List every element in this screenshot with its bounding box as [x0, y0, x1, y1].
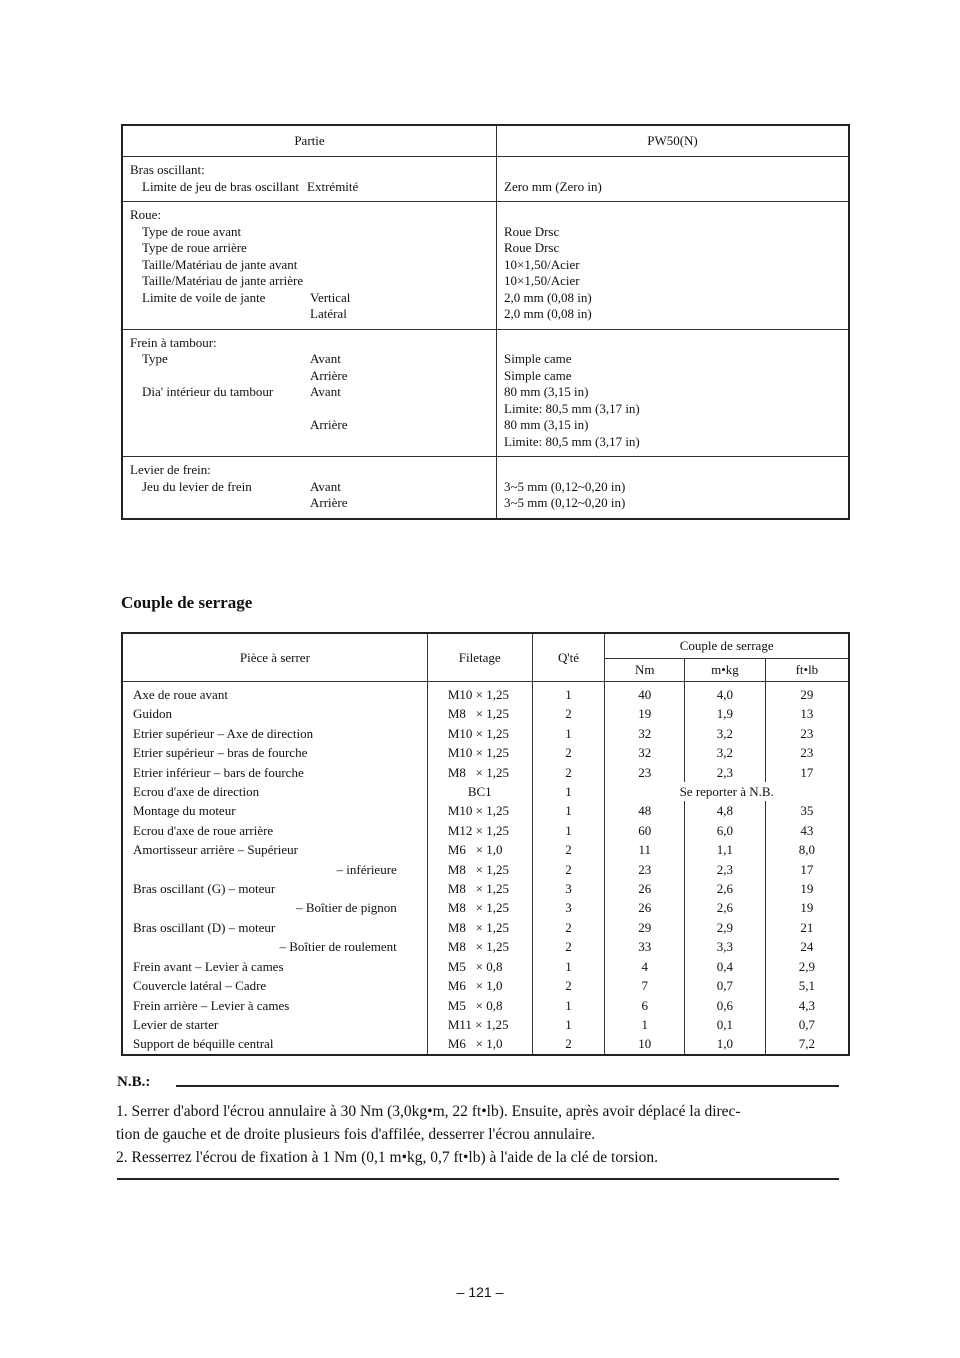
spec-value-line: [504, 335, 840, 352]
table-row: [122, 801, 849, 820]
torque-ftlb: 23: [765, 743, 849, 762]
torque-qte: 2: [532, 704, 605, 723]
spec-part-line: [130, 401, 490, 418]
table-row: [122, 860, 849, 879]
torque-mkg: 0,6: [685, 996, 766, 1015]
torque-piece: Etrier supérieur – bras de fourche: [122, 743, 427, 762]
torque-piece: Ecrou d'axe de direction: [122, 782, 427, 801]
spec-part-line: Roue:: [130, 207, 162, 222]
spec-value-line: Limite: 80,5 mm (3,17 in): [504, 433, 640, 449]
torque-piece: Etrier supérieur – Axe de direction: [122, 724, 427, 743]
spec-part-sublabel: Arrière: [310, 495, 348, 510]
spec-part-label: Type de roue avant: [142, 223, 242, 239]
spec-part-line: [130, 240, 490, 257]
torque-nm: 26: [605, 879, 685, 898]
torque-nm: 40: [605, 682, 685, 705]
spec-part-cell: [122, 457, 497, 519]
torque-piece: Frein avant – Levier à cames: [122, 957, 427, 976]
torque-qte: 2: [532, 763, 605, 782]
torque-qte: 1: [532, 1015, 605, 1034]
note-1-line-1: 1. Serrer d'abord l'écrou annulaire à 30 Nm (3,0kg•m, 22 ft•lb). Ensuite, après avoir déplacé la direc-: [116, 1103, 741, 1120]
torque-filetage: M12 × 1,25: [427, 821, 532, 840]
torque-ftlb: 23: [765, 724, 849, 743]
torque-piece: Guidon: [122, 704, 427, 723]
spec-part-line: [130, 368, 490, 385]
nb-rule: [176, 1085, 839, 1087]
spec-value-line: Roue Drsc: [504, 223, 560, 239]
spec-part-cell: [122, 202, 497, 330]
bottom-rule: [117, 1178, 839, 1180]
spec-part-line: [130, 290, 490, 307]
torque-mkg: 4,0: [685, 682, 766, 705]
torque-nm: 32: [605, 724, 685, 743]
spec-value-cell: [497, 202, 850, 330]
spec-value-cell: [497, 329, 850, 457]
torque-mkg: 6,0: [685, 821, 766, 840]
header-piece: Pièce à serrer: [122, 633, 427, 682]
spec-part-line: [130, 306, 490, 323]
torque-nm: 29: [605, 918, 685, 937]
torque-mkg: 3,3: [685, 937, 766, 956]
spec-part-sublabel: Arrière: [310, 417, 348, 432]
torque-filetage: M5 × 0,8: [427, 996, 532, 1015]
torque-qte: 2: [532, 937, 605, 956]
spec-value-line: 3~5 mm (0,12~0,20 in): [504, 478, 626, 494]
note-2: 2. Resserrez l'écrou de fixation à 1 Nm (0,1 m•kg, 0,7 ft•lb) à l'aide de la clé de torsion.: [116, 1149, 658, 1166]
torque-qte: 1: [532, 724, 605, 743]
spec-value-cell: [497, 457, 850, 519]
torque-nm: 10: [605, 1034, 685, 1054]
nb-label: N.B.:: [117, 1074, 151, 1090]
spec-part-sublabel: Arrière: [310, 367, 348, 383]
torque-nm: 26: [605, 898, 685, 917]
torque-ftlb: 19: [765, 898, 849, 917]
torque-ftlb: 24: [765, 937, 849, 956]
torque-qte: 1: [532, 957, 605, 976]
spec-section: [122, 457, 849, 519]
spec-part-line: Levier de frein:: [130, 462, 211, 477]
spec-part-sublabel: Avant: [310, 384, 341, 399]
spec-part-line: [130, 224, 490, 241]
torque-qte: 2: [532, 976, 605, 995]
torque-piece: Frein arrière – Levier à cames: [122, 996, 427, 1015]
spec-section: [122, 202, 849, 330]
torque-filetage: M8 × 1,25: [427, 879, 532, 898]
torque-ftlb: 0,7: [765, 1015, 849, 1034]
torque-mkg: 3,2: [685, 743, 766, 762]
torque-ftlb: 19: [765, 879, 849, 898]
spec-part-label: Taille/Matériau de jante arrière: [142, 273, 304, 288]
torque-filetage: M8 × 1,25: [427, 918, 532, 937]
torque-nm: 1: [605, 1015, 685, 1034]
header-ftlb: ft•lb: [765, 659, 849, 682]
spec-part-sublabel: Vertical: [310, 289, 351, 305]
spec-section: [122, 329, 849, 457]
table-row: [122, 879, 849, 898]
page-number: – 121 –: [456, 1284, 504, 1300]
spec-part-line: [130, 384, 490, 401]
header-mkg: m•kg: [685, 659, 766, 682]
table-row: [122, 743, 849, 762]
torque-filetage: M10 × 1,25: [427, 724, 532, 743]
note-1-line-2: tion de gauche et de droite plusieurs fois d'affilée, desserrer l'écrou annulaire.: [116, 1126, 596, 1143]
torque-filetage: M6 × 1,0: [427, 840, 532, 859]
spec-part-sublabel: Avant: [310, 478, 341, 494]
torque-mkg: 2,6: [685, 898, 766, 917]
nb-notes: [116, 1100, 844, 1169]
spec-part-line: [130, 434, 490, 451]
torque-filetage: M8 × 1,25: [427, 860, 532, 879]
torque-qte: 1: [532, 996, 605, 1015]
torque-mkg: 3,2: [685, 724, 766, 743]
torque-piece: Bras oscillant (D) – moteur: [122, 918, 427, 937]
spec-part-cell: [122, 157, 497, 202]
torque-piece: Bras oscillant (G) – moteur: [122, 879, 427, 898]
torque-nm: 23: [605, 860, 685, 879]
spec-value-line: 10×1,50/Acier: [504, 256, 580, 272]
torque-filetage: M8 × 1,25: [427, 763, 532, 782]
spec-part-sublabel: Avant: [310, 351, 341, 366]
torque-qte: 2: [532, 1034, 605, 1054]
torque-nm: 33: [605, 937, 685, 956]
torque-nm: 60: [605, 821, 685, 840]
table-row: [122, 682, 849, 705]
spec-value-line: [504, 162, 840, 179]
torque-mkg: 2,3: [685, 860, 766, 879]
torque-filetage: M10 × 1,25: [427, 743, 532, 762]
torque-filetage: M8 × 1,25: [427, 937, 532, 956]
spec-value-line: 3~5 mm (0,12~0,20 in): [504, 495, 626, 510]
torque-mkg: 2,9: [685, 918, 766, 937]
spec-value-line: 80 mm (3,15 in): [504, 384, 589, 399]
table-row: [122, 937, 849, 956]
specifications-table: [121, 124, 850, 520]
spec-part-cell: [122, 329, 497, 457]
torque-table: [121, 632, 850, 1056]
torque-nm: 32: [605, 743, 685, 762]
spec-part-label: Jeu du levier de frein: [142, 478, 252, 494]
torque-ftlb: 13: [765, 704, 849, 723]
torque-piece: Couvercle latéral – Cadre: [122, 976, 427, 995]
torque-qte: 2: [532, 743, 605, 762]
torque-piece: Ecrou d'axe de roue arrière: [122, 821, 427, 840]
torque-nm: 48: [605, 801, 685, 820]
spec-part-line: [130, 179, 490, 196]
torque-qte: 3: [532, 898, 605, 917]
torque-piece: Axe de roue avant: [122, 682, 427, 705]
torque-mkg: 1,9: [685, 704, 766, 723]
torque-qte: 2: [532, 860, 605, 879]
table-row: [122, 898, 849, 917]
torque-ftlb: 43: [765, 821, 849, 840]
torque-ftlb: 17: [765, 860, 849, 879]
torque-mkg: 0,4: [685, 957, 766, 976]
table-row: [122, 1034, 849, 1054]
spec-part-label: Dia' intérieur du tambour: [142, 384, 274, 399]
spec-part-line: [130, 417, 490, 434]
spec-part-line: [130, 257, 490, 274]
table-row: [122, 704, 849, 723]
torque-piece: Levier de starter: [122, 1015, 427, 1034]
spec-value-line: 80 mm (3,15 in): [504, 417, 589, 432]
torque-piece: – Boîtier de roulement: [122, 937, 427, 956]
spec-part-line: Bras oscillant:: [130, 162, 205, 177]
torque-filetage: M8 × 1,25: [427, 898, 532, 917]
table-row: [122, 918, 849, 937]
spec-value-line: Limite: 80,5 mm (3,17 in): [504, 400, 640, 416]
torque-ftlb: 8,0: [765, 840, 849, 859]
torque-ftlb: 4,3: [765, 996, 849, 1015]
spec-part-line: Frein à tambour:: [130, 334, 217, 350]
torque-piece: – inférieure: [122, 860, 427, 879]
spec-value-line: [504, 207, 840, 224]
header-model: PW50(N): [497, 125, 850, 157]
header-qte: Q'té: [532, 633, 605, 682]
torque-mkg: 0,7: [685, 976, 766, 995]
torque-filetage: M10 × 1,25: [427, 682, 532, 705]
spec-part-line: [130, 273, 490, 290]
torque-nm: 23: [605, 763, 685, 782]
table-row: [122, 1015, 849, 1034]
torque-qte: 2: [532, 918, 605, 937]
table-row: [122, 763, 849, 782]
header-filetage: Filetage: [427, 633, 532, 682]
header-couple: Couple de serrage: [605, 633, 849, 659]
torque-nm: 11: [605, 840, 685, 859]
torque-ftlb: 2,9: [765, 957, 849, 976]
torque-ftlb: 17: [765, 763, 849, 782]
spec-value-line: 2,0 mm (0,08 in): [504, 289, 592, 305]
spec-value-line: 2,0 mm (0,08 in): [504, 306, 592, 321]
torque-qte: 1: [532, 801, 605, 820]
torque-qte: 1: [532, 782, 605, 801]
torque-mkg: 1,0: [685, 1034, 766, 1054]
torque-mkg: 1,1: [685, 840, 766, 859]
torque-filetage: M6 × 1,0: [427, 1034, 532, 1054]
spec-value-line: Simple came: [504, 367, 572, 383]
torque-see-note: Se reporter à N.B.: [605, 782, 849, 801]
torque-piece: Montage du moteur: [122, 801, 427, 820]
table-row: [122, 996, 849, 1015]
torque-ftlb: 21: [765, 918, 849, 937]
spec-value-cell: [497, 157, 850, 202]
spec-value-line: Roue Drsc: [504, 240, 560, 255]
spec-value-line: [504, 462, 840, 479]
header-partie: Partie: [122, 125, 497, 157]
spec-part-label: Type: [142, 351, 168, 366]
spec-part-label: Limite de jeu de bras oscillant: [142, 178, 300, 194]
torque-piece: – Boîtier de pignon: [122, 898, 427, 917]
torque-piece: Amortisseur arrière – Supérieur: [122, 840, 427, 859]
torque-piece: Etrier inférieur – bars de fourche: [122, 763, 427, 782]
spec-part-label: Taille/Matériau de jante avant: [142, 256, 298, 272]
table-row: [122, 957, 849, 976]
spec-part-line: [130, 351, 490, 368]
torque-ftlb: 29: [765, 682, 849, 705]
torque-filetage: BC1: [427, 782, 532, 801]
torque-ftlb: 35: [765, 801, 849, 820]
spec-value-line: Zero mm (Zero in): [504, 178, 602, 194]
spec-part-line: [130, 479, 490, 496]
torque-nm: 4: [605, 957, 685, 976]
torque-mkg: 0,1: [685, 1015, 766, 1034]
torque-piece: Support de béquille central: [122, 1034, 427, 1054]
torque-qte: 2: [532, 840, 605, 859]
torque-ftlb: 5,1: [765, 976, 849, 995]
table-row: [122, 724, 849, 743]
torque-qte: 1: [532, 821, 605, 840]
table-row: [122, 976, 849, 995]
header-nm: Nm: [605, 659, 685, 682]
torque-qte: 1: [532, 682, 605, 705]
spec-value-line: 10×1,50/Acier: [504, 273, 580, 288]
table-row: [122, 840, 849, 859]
torque-filetage: M8 × 1,25: [427, 704, 532, 723]
torque-nm: 7: [605, 976, 685, 995]
table-row: [122, 821, 849, 840]
spec-part-line: [130, 495, 490, 512]
torque-filetage: M6 × 1,0: [427, 976, 532, 995]
torque-mkg: 4,8: [685, 801, 766, 820]
torque-mkg: 2,3: [685, 763, 766, 782]
spec-part-label: Type de roue arrière: [142, 240, 247, 255]
table-row: [122, 782, 849, 801]
torque-qte: 3: [532, 879, 605, 898]
torque-ftlb: 7,2: [765, 1034, 849, 1054]
torque-filetage: M10 × 1,25: [427, 801, 532, 820]
spec-part-label: Limite de voile de jante: [142, 289, 266, 305]
torque-section-title: Couple de serrage: [121, 593, 253, 612]
spec-section: [122, 157, 849, 202]
spec-value-line: Simple came: [504, 351, 572, 366]
spec-part-sublabel: Latéral: [310, 306, 347, 321]
torque-filetage: M11 × 1,25: [427, 1015, 532, 1034]
torque-nm: 6: [605, 996, 685, 1015]
spec-part-sublabel: Extrémité: [307, 178, 359, 194]
torque-filetage: M5 × 0,8: [427, 957, 532, 976]
torque-mkg: 2,6: [685, 879, 766, 898]
torque-nm: 19: [605, 704, 685, 723]
